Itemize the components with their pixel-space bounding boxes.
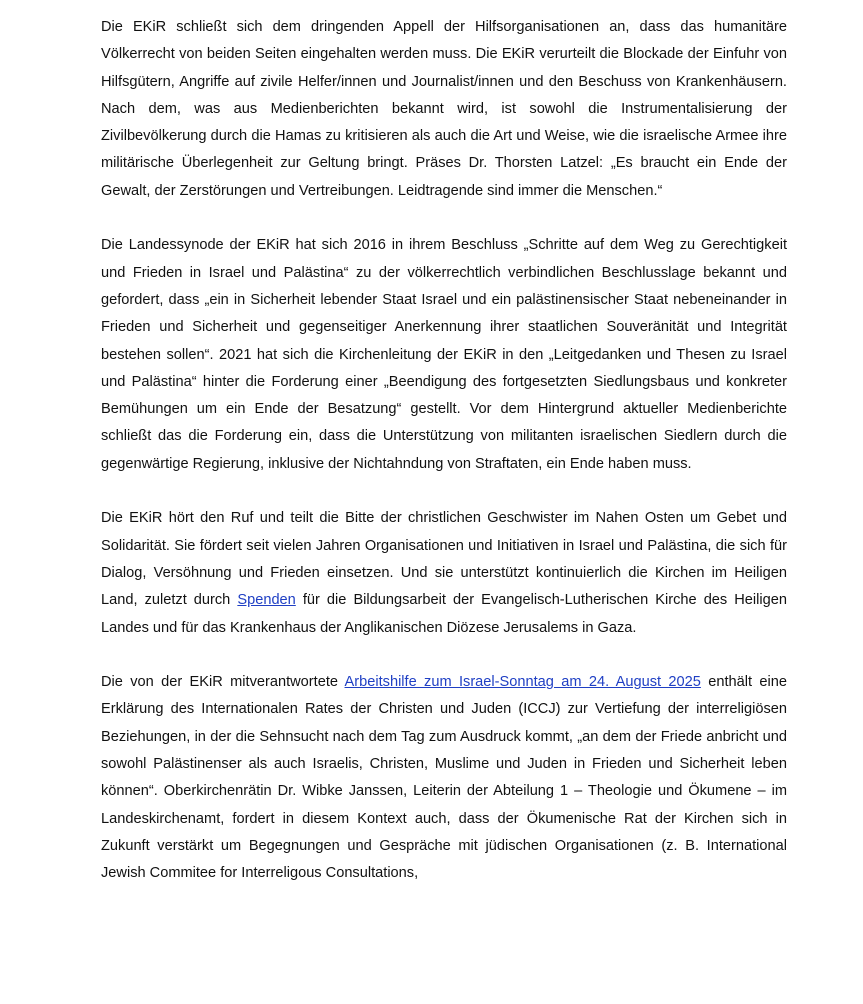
- paragraph-spacer: [101, 642, 787, 669]
- israel-sunday-worksheet-link[interactable]: Arbeitshilfe zum Israel-Sonntag am 24. August 2025: [344, 674, 701, 691]
- paragraph-spacer: [101, 205, 787, 232]
- paragraph-text-after-link: enthält eine Erklärung des Internationalen Rates der Christen und Juden (ICCJ) zur Vertiefung der interreligiösen Beziehungen, in der die Sehnsucht nach dem Tag zum Ausdruck kommt, „an dem der Friede anbricht und sowohl Palästinenser als auch Israelis, Christen, Muslime und Juden in Frieden und Sicherheit leben können“. Oberkirchenrätin Dr. Wibke Janssen, Leiterin der Abteilung 1 – Theologie und Ökumene – im Landeskirchenamt, fordert in diesem Kontext auch, dass der Ökumenische Rat der Kirchen sich in Zukunft verstärkt um Begegnungen und Gespräche mit jüdischen Organisationen (z. B. International Jewish Commitee for Interreligous Consultations,: [101, 674, 787, 882]
- paragraph-spacer: [101, 478, 787, 505]
- paragraph-humanitarian-law: Die EKiR schließt sich dem dringenden Appell der Hilfsorganisationen an, dass das humanitäre Völkerrecht von beiden Seiten eingehalten werden muss. Die EKiR verurteilt die Blockade der Einfuhr von Hilfsgütern, Angriffe auf zivile Helfer/innen und Journalist/innen und den Beschuss von Krankenhäusern. Nach dem, was aus Medienberichten bekannt wird, ist sowohl die Instrumentalisierung der Zivilbevölkerung durch die Hamas zu kritisieren als auch die Art und Weise, wie die israelische Armee ihre militärische Überlegenheit zur Geltung bringt. Präses Dr. Thorsten Latzel: „Es braucht ein Ende der Gewalt, der Zerstörungen und Vertreibungen. Leidtragende sind immer die Menschen.“: [101, 19, 787, 199]
- paragraph-text-before-link: Die von der EKiR mitverantwortete: [101, 674, 345, 691]
- paragraph-synod-resolution: Die Landessynode der EKiR hat sich 2016 in ihrem Beschluss „Schritte auf dem Weg zu Gerechtigkeit und Frieden in Israel und Palästina“ zu der völkerrechtlich verbindlichen Beschlusslage bekannt und gefordert, dass „ein in Sicherheit lebender Staat Israel und ein palästinensischer Staat nebeneinander in Frieden und Sicherheit und gegenseitiger Anerkennung ihrer staatlichen Souveränität und Integrität bestehen sollen“. 2021 hat sich die Kirchenleitung der EKiR in den „Leitgedanken und Thesen zu Israel und Palästina“ hinter die Forderung einer „Beendigung des fortgesetzten Siedlungsbaus und konkreter Bemühungen um ein Ende der Besatzung“ gestellt. Vor dem Hintergrund aktueller Medienberichte schließt das die Forderung ein, dass die Unterstützung von militanten israelischen Siedlern durch die gegenwärtige Regierung, inklusive der Nichtahndung von Straftaten, ein Ende haben muss.: [101, 237, 787, 472]
- paragraph-israel-sunday: [101, 669, 787, 887]
- donations-link[interactable]: Spenden: [237, 592, 296, 609]
- document-body: [101, 14, 787, 888]
- paragraph-text-before-link: Die EKiR hört den Ruf und teilt die Bitte der christlichen Geschwister im Nahen Osten um Gebet und Solidarität. Sie fördert seit vielen Jahren Organisationen und Initiativen in Israel und Palästina, die sich für Dialog, Versöhnung und Frieden einsetzen. Und sie unterstützt kontinuierlich die Kirchen im Heiligen Land, zuletzt durch: [101, 510, 787, 609]
- paragraph-text-after-link: für die Bildungsarbeit der Evangelisch-Lutherischen Kirche des Heiligen Landes und für das Krankenhaus der Anglikanischen Diözese Jerusalems in Gaza.: [101, 592, 788, 636]
- paragraph-solidarity: [101, 505, 787, 641]
